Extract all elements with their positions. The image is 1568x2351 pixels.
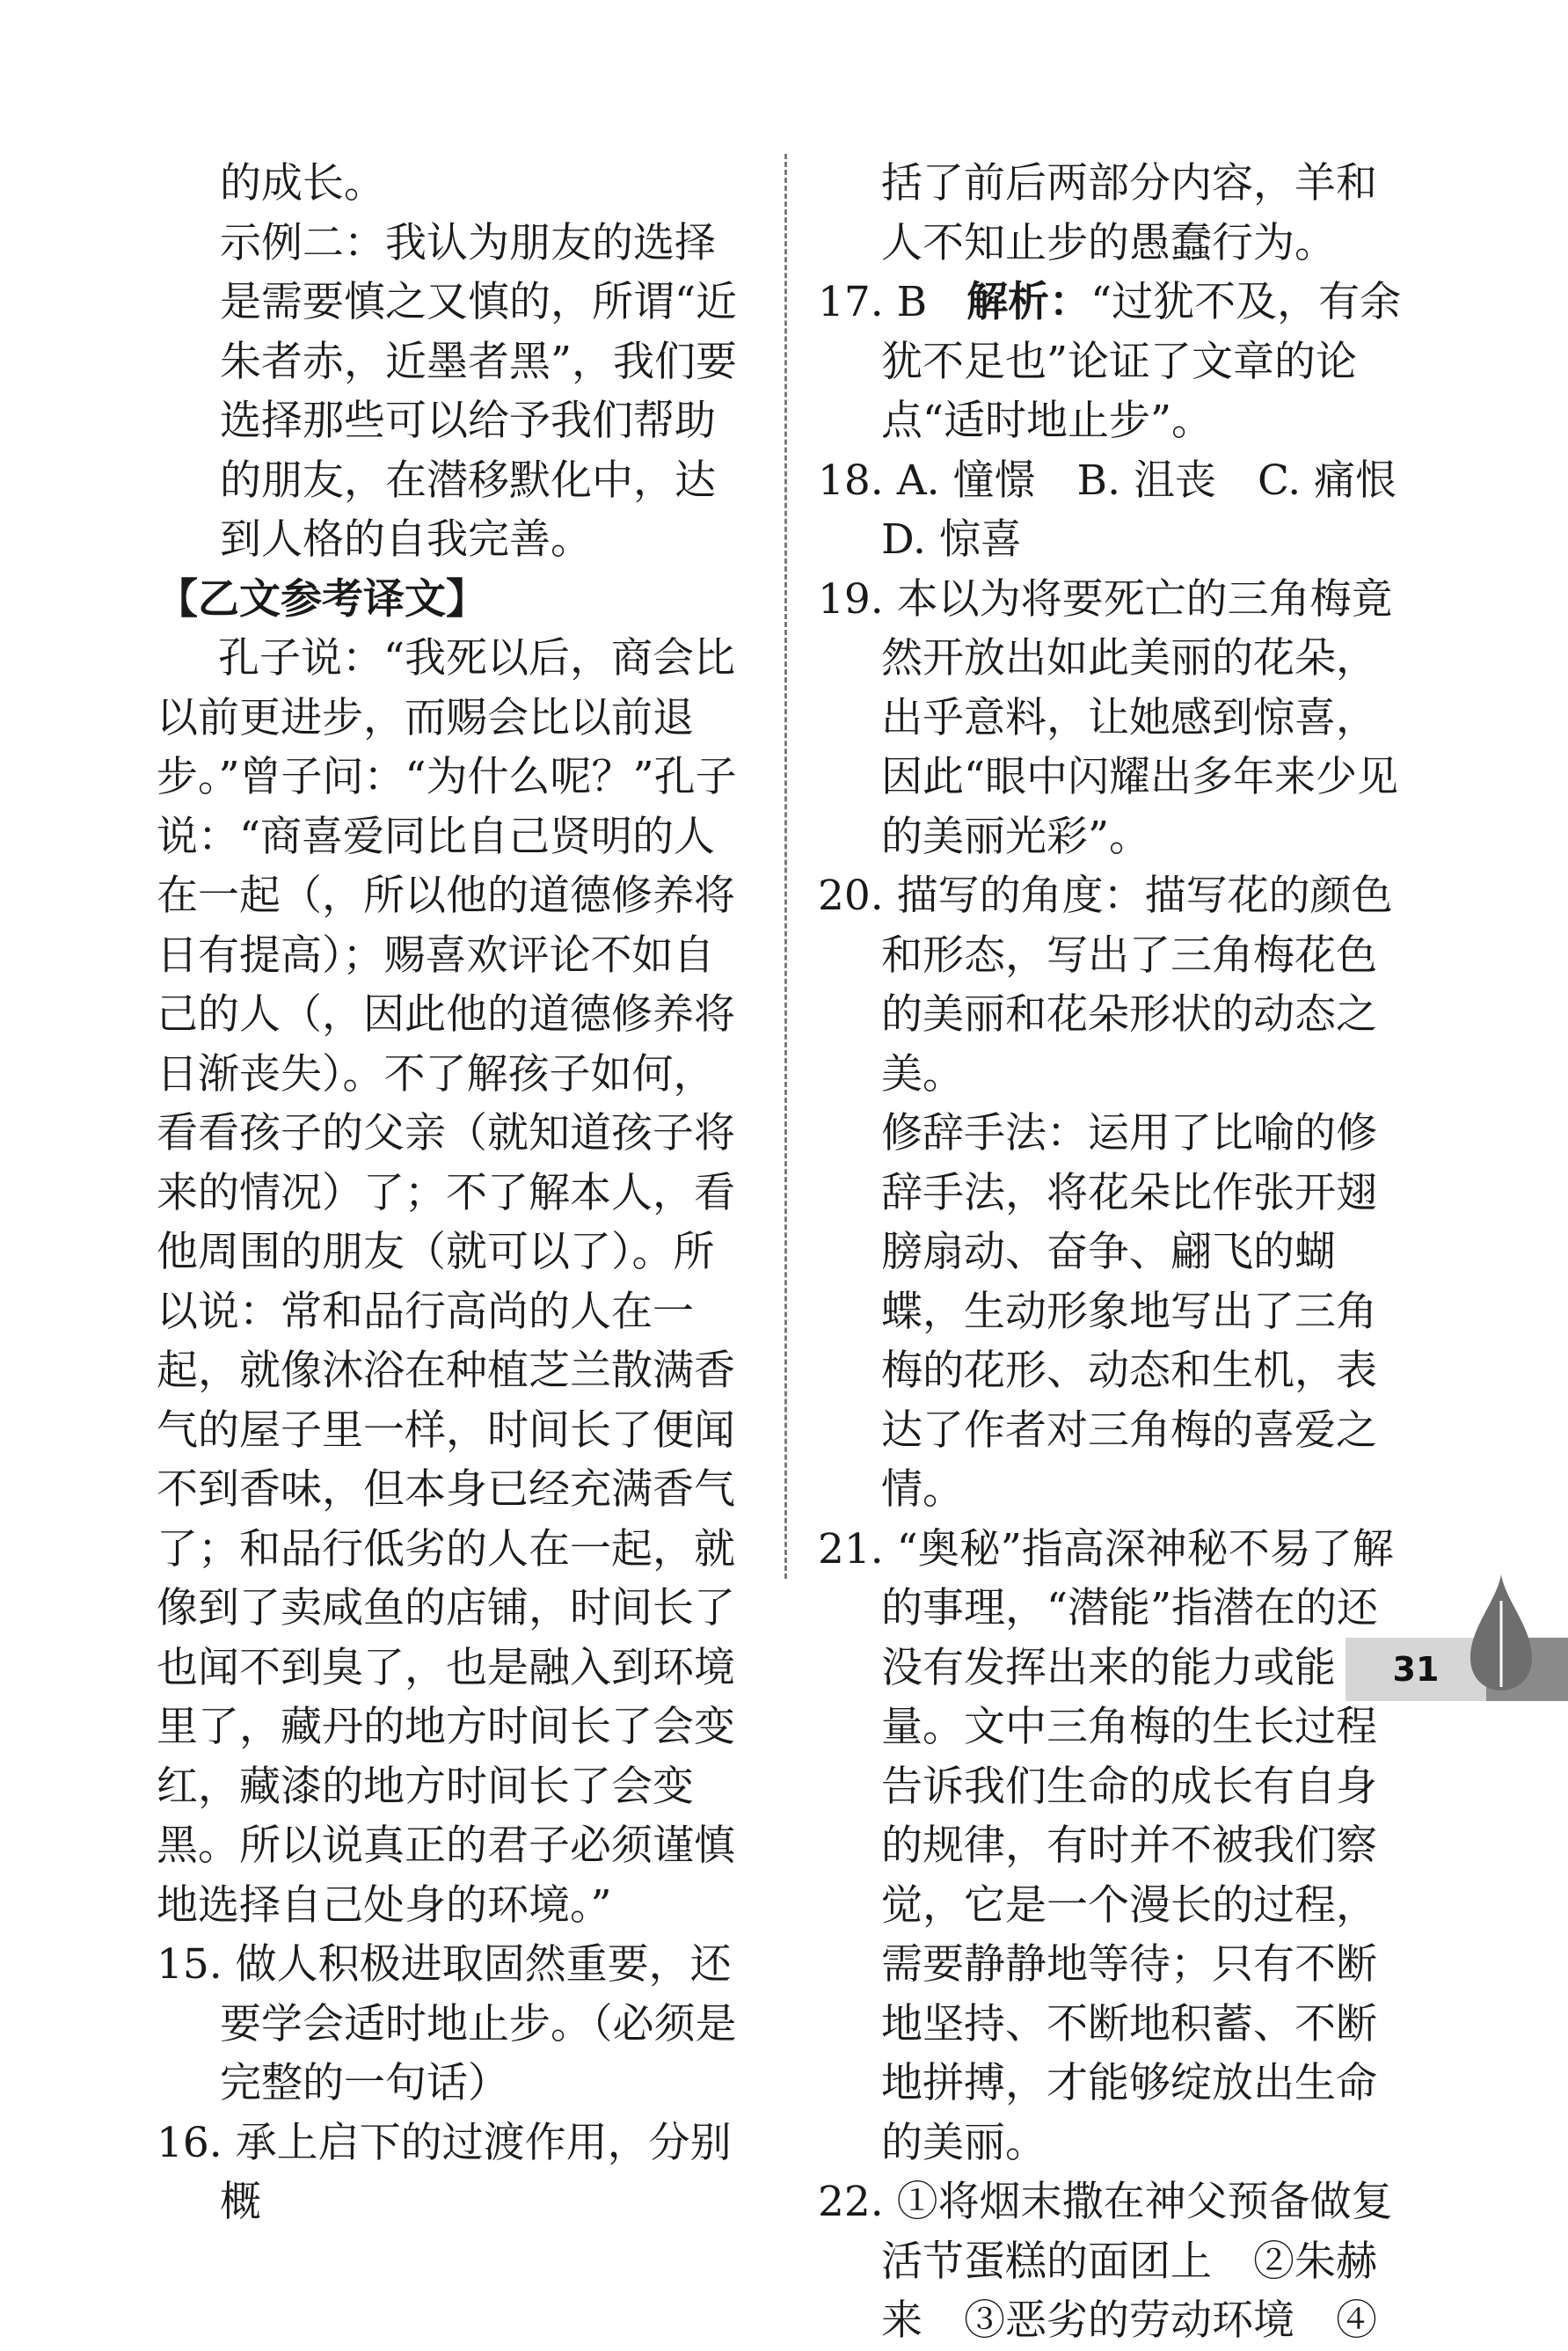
answer-21: 21. “奥秘”指高深神秘不易了解的事理，“潜能”指潜在的还没有发挥出来的能力或能量。文中三角梅的生长过程告诉我们生命的成长有自身的规律，有时并不被我们察觉，它是一个漫长的过程，需要静静地等待；只有不断地坚持、不断地积蓄、不断地拼搏，才能够绽放出生命的美丽。 [818, 1524, 1394, 2167]
answer-17-text: “过犹不及，有余犹不足也”论证了文章的论点“适时地止步”。 [881, 278, 1402, 445]
right-column [818, 154, 1416, 2351]
leaf-icon [1470, 1574, 1532, 1690]
answer-22: 22. ①将烟末撒在神父预备做复活节蛋糕的面团上 ②朱赫来 ③恶劣的劳动环境 ④ [818, 2178, 1393, 2345]
section-heading: 【乙文参考译文】 [157, 574, 487, 624]
answer-17 [818, 273, 1416, 451]
intro-line: 的成长。 [220, 159, 385, 208]
example-two: 示例二：我认为朋友的选择是需要慎之又慎的，所谓“近朱者赤，近墨者黑”，我们要选择那些可以给予我们帮助的朋友，在潜移默化中，达到人格的自我完善。 [220, 218, 738, 564]
answer-18-line1: A. 憧憬 B. 沮丧 C. 痛恨 [896, 456, 1397, 505]
left-column [157, 154, 753, 2232]
answer-18-line2: D. 惊喜 [881, 515, 1022, 564]
answer-20-angle: 20. 描写的角度：描写花的颜色和形态，写出了三角梅花色的美丽和花朵形状的动态之美。 [818, 872, 1393, 1099]
answer-17-number: 17. B [818, 278, 928, 326]
analysis-label: 解析： [966, 278, 1091, 326]
answer-15: 15. 做人积极进取固然重要，还要学会适时地止步。（必须是完整的一句话） [157, 1940, 737, 2107]
page-number: 31 [1346, 1638, 1486, 1701]
answer-18 [818, 451, 1416, 511]
column-divider [784, 154, 787, 1579]
answer-18-number: 18. [818, 456, 884, 505]
answer-19: 19. 本以为将要死亡的三角梅竟然开放出如此美丽的花朵，出乎意料，让她感到惊喜，因此“眼中闪耀出多年来少见的美丽光彩”。 [818, 574, 1399, 861]
answer-16-continued: 括了前后两部分内容，羊和人不知止步的愚蠢行为。 [881, 159, 1377, 267]
answer-16: 16. 承上启下的过渡作用，分别概 [157, 2118, 732, 2226]
translation-text: 孔子说：“我死以后，商会比以前更进步，而赐会比以前退步。”曾子问：“为什么呢？”孔子说：“商喜爱同比自己贤明的人在一起（，所以他的道德修养将日有提高）；赐喜欢评论不如自己的人（，因此他的道德修养将日渐丧失）。不了解孩子如何，看看孩子的父亲（就知道孩子将来的情况）了；不了解本人，看他周围的朋友（就可以了）。所以说：常和品行高尚的人在一起，就像沐浴在种植芝兰散满香气的屋子里一样，时间长了便闻不到香味，但本身已经充满香气了；和品行低劣的人在一起，就像到了卖咸鱼的店铺，时间长了也闻不到臭了，也是融入到环境里了，藏丹的地方时间长了会变红，藏漆的地方时间长了会变黑。所以说真正的君子必须谨慎地选择自己处身的环境。” [157, 634, 737, 1930]
answer-20-rhetoric: 修辞手法：运用了比喻的修辞手法，将花朵比作张开翅膀扇动、奋争、翩飞的蝴蝶，生动形象地写出了三角梅的花形、动态和生机，表达了作者对三角梅的喜爱之情。 [881, 1109, 1377, 1514]
